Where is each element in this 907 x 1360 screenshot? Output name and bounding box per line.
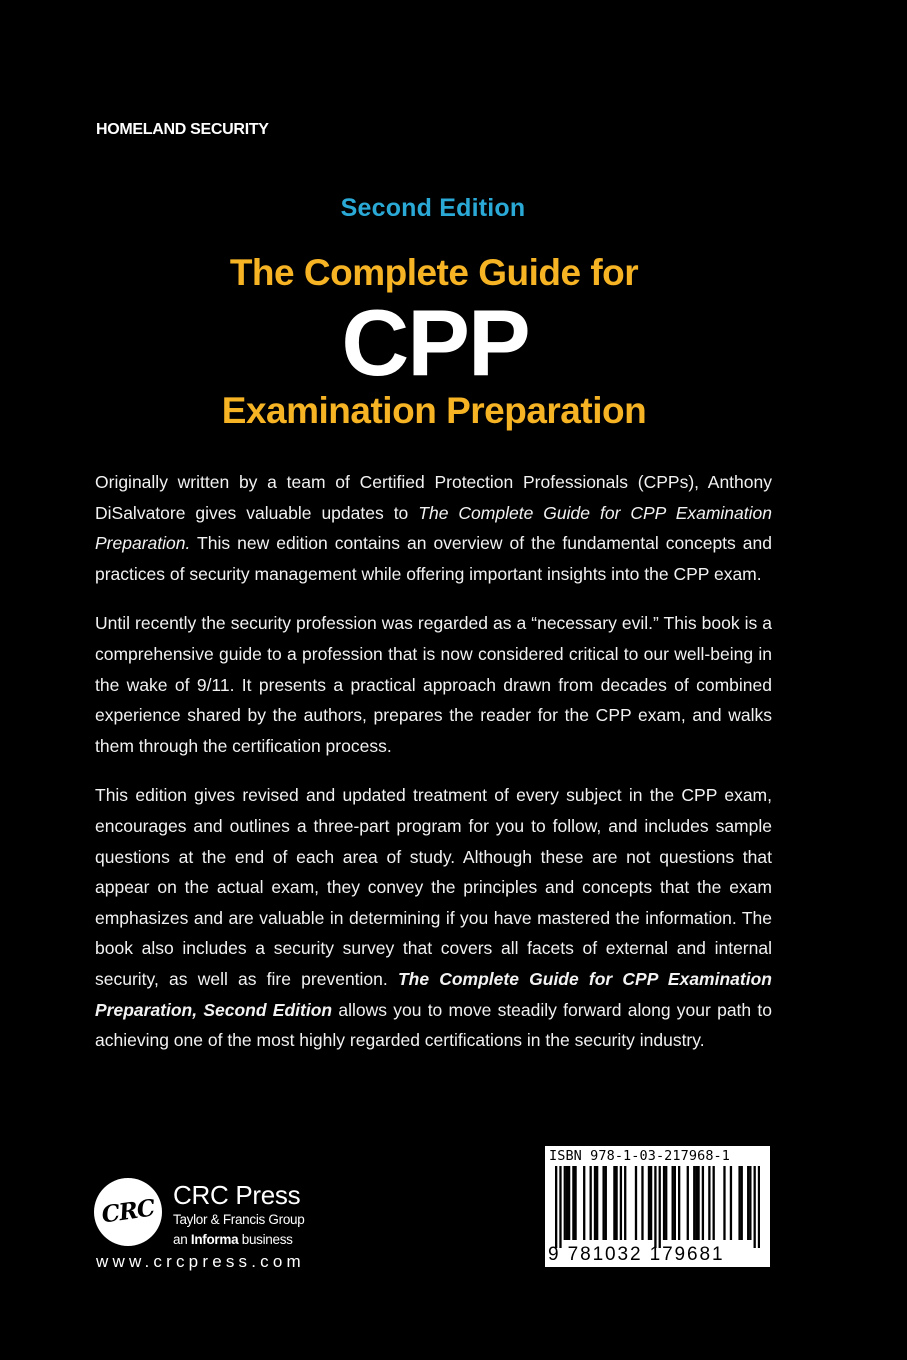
barcode-bar (650, 1166, 652, 1240)
barcode-bar (596, 1166, 598, 1240)
barcode-bar (602, 1166, 604, 1240)
barcode-bar (605, 1166, 607, 1240)
book-title-bold-italic: The Complete Guide for CPP Examination Preparation, Second Edition (95, 968, 772, 1020)
isbn-label: ISBN 978-1-03-217968-1 (549, 1148, 731, 1164)
description-paragraph-3: This edition gives revised and updated treatment of every subject in the CPP exam, encourages and outlines a three-part program for you to follow, and includes sample questions at the end of each area of study. Although these are not questions that appear on the actual exam, they convey the principles and concepts that the exam emphasizes and are valuable in determining if you have mastered the information. The book also includes a security survey that covers all facets of external and internal security, as well as fire prevention. The Complete Guide for CPP Examination Preparation, Second Edition allows you to move steadily forward along your path to achieving one of the most highly regarded certifications in the security industry. (95, 785, 772, 1051)
barcode-bar (665, 1166, 667, 1240)
barcode-bar (641, 1166, 643, 1240)
barcode-bar (672, 1166, 674, 1240)
barcode-bar (693, 1166, 695, 1240)
barcode-bar (738, 1166, 740, 1240)
publisher-name: CRC Press (173, 1180, 301, 1210)
title-line-2: CPP (341, 290, 529, 395)
barcode-bar (678, 1166, 680, 1240)
barcode-digits: 9 781032 179681 (548, 1244, 725, 1265)
barcode-bar (572, 1166, 574, 1240)
crc-logo-text: CRC (100, 1194, 156, 1229)
barcode-bar (648, 1166, 650, 1240)
barcode-bar (594, 1166, 596, 1240)
barcode-bar (659, 1166, 661, 1248)
barcode-bar (674, 1166, 676, 1240)
barcode-bar (758, 1166, 760, 1248)
isbn-barcode (545, 1146, 770, 1267)
barcode-bar (624, 1166, 626, 1240)
barcode-bar (613, 1166, 615, 1240)
barcode-bar (635, 1166, 637, 1240)
publisher-group: Taylor & Francis Group (173, 1212, 305, 1227)
barcode-bar (654, 1166, 656, 1248)
barcode-bar (747, 1166, 749, 1240)
barcode-bar (702, 1166, 704, 1240)
description-paragraph-2: Until recently the security profession was regarded as a “necessary evil.” This book is a comprehensive guide to a profession that is now considered critical to our well-being in the wake of 9/11. It presents a practical approach drawn from decades of combined experience shared by the authors, prepares the reader for the CPP exam, and walks them through the certification process. (95, 613, 772, 756)
barcode-bar (590, 1166, 592, 1240)
description-text (95, 467, 772, 1075)
series-category: HOMELAND SECURITY (96, 121, 269, 138)
barcode-bar (615, 1166, 617, 1240)
book-title-italic: The Complete Guide for CPP Examination Preparation. (95, 502, 772, 554)
publisher-business: an Informa business (173, 1232, 293, 1247)
barcode-bar (583, 1166, 585, 1240)
barcode-bar (754, 1166, 756, 1248)
barcode-bar (568, 1166, 570, 1240)
barcode-bar (564, 1166, 566, 1240)
title-line-3: Examination Preparation (221, 390, 647, 431)
barcode-bar (708, 1166, 710, 1240)
barcode-bar (695, 1166, 697, 1240)
barcode-bar (663, 1166, 665, 1240)
barcode-bars-icon (555, 1166, 760, 1248)
publisher-url: www.crcpress.com (96, 1252, 305, 1271)
description-paragraph-1: Originally written by a team of Certified Protection Professionals (CPPs), Anthony DiSalvatore gives valuable updates to The Complete Guide for CPP Examination Preparation. This new edition contains an overview of the fundamental concepts and practices of security management while offering important insights into the CPP exam. (95, 472, 772, 584)
barcode-bar (620, 1166, 622, 1240)
crc-logo-icon (94, 1178, 162, 1246)
title-line-1: The Complete Guide for (229, 252, 639, 293)
barcode-bar (559, 1166, 561, 1248)
barcode-bar (687, 1166, 689, 1240)
barcode-bar (566, 1166, 568, 1240)
barcode-bar (555, 1166, 557, 1248)
barcode-bar (574, 1166, 576, 1240)
barcode-bar (723, 1166, 725, 1240)
barcode-bar (749, 1166, 751, 1240)
barcode-bar (713, 1166, 715, 1240)
barcode-bar (697, 1166, 699, 1240)
barcode-bar (730, 1166, 732, 1240)
edition-label: Second Edition (340, 194, 526, 222)
barcode-bar (741, 1166, 743, 1240)
